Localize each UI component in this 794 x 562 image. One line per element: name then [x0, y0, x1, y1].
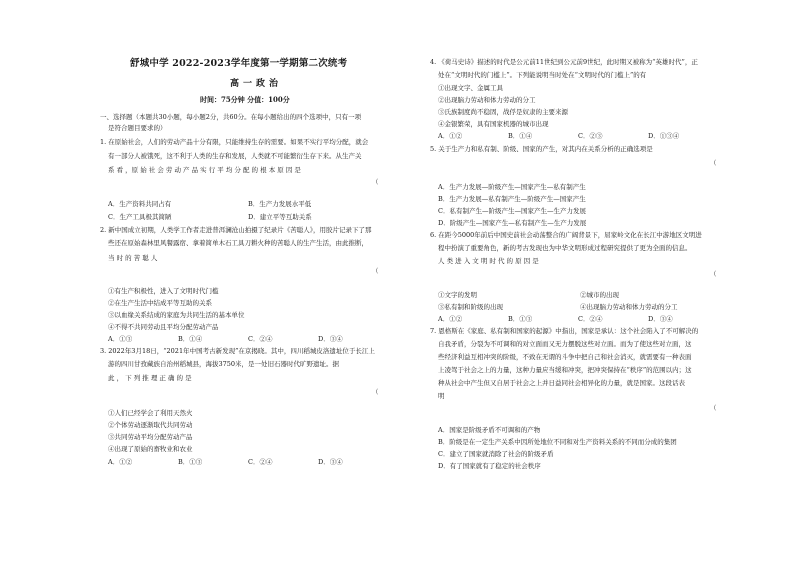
q2-line-1: 2. 新中国成立初期，人类学工作者走进普洱澜沧山拍摄了纪录片《苦聪人》，用胶片记录下了那 — [100, 226, 372, 234]
exam-time-score: 时间：75分钟 分值：100分 — [200, 95, 290, 104]
q6-statement-2: ②城市的出现 — [580, 291, 619, 299]
q5-option-c: C．私有制产生—阶级产生—国家产生—生产力发展 — [438, 207, 586, 215]
q6-choice-a: A．①② — [438, 315, 463, 323]
q3-answer-paren: （ — [372, 388, 379, 396]
q3-statement-4: ④出现了原始的畜牧业和农业 — [108, 445, 193, 453]
q4-statement-4: ④金银繁荣，具有国家机器的城市出现 — [438, 120, 549, 128]
q4-choice-c: C．②③ — [578, 132, 603, 140]
q1-answer-paren: （ — [372, 178, 379, 186]
q7-option-b: B．阶级是在一定生产关系中因所处地位不同和对生产资料关系的不同而分成的集团 — [438, 438, 677, 446]
q7-option-d: D．有了国家就有了稳定的社会秩序 — [438, 462, 541, 470]
q3-statement-3: ③共同劳动平均分配劳动产品 — [108, 433, 193, 441]
q7-option-a: A．国家是阶级矛盾不可调和的产物 — [438, 426, 541, 434]
q2-choice-b: B．①④ — [178, 335, 203, 343]
q7-line-6: 明 — [438, 392, 445, 400]
q7-answer-paren: （ — [710, 404, 717, 412]
q1-line-1: 1. 在原始社会，人们的劳动产品十分有限，只能维持生存的需要。如果不实行平均分配，就会 — [100, 138, 369, 146]
q7-line-5: 种从社会中产生但又自居于社会之上并日益同社会相异化的力量，就是国家。这段话表 — [438, 379, 685, 387]
q2-answer-paren: （ — [372, 267, 379, 275]
q2-statement-1: ①有生产积极性，进入了文明时代门槛 — [108, 287, 219, 295]
q2-statement-3: ③以血缘关系结成的家庭为共同生活的基本单位 — [108, 311, 245, 319]
q3-choice-a: A．①② — [108, 458, 133, 466]
q1-line-3: 系 看 ，原 始 社 会 劳 动 产 品 实 行 平 均 分 配 的 根 本 原 因 是 — [108, 166, 301, 174]
q1-option-b: B．生产力发展水平低 — [248, 200, 312, 208]
q4-statement-3: ③氏族制度尚不稳固，战俘是奴隶的主要来源 — [438, 108, 568, 116]
q6-choice-d: D．③④ — [648, 315, 673, 323]
q7-line-2: 自我矛盾，分裂为不可调和的对立面而又无力摆脱这些对立面。而为了使这些对立面，这 — [438, 340, 692, 348]
q6-statement-3: ③私有制和阶级的出现 — [438, 303, 503, 311]
q1-option-d: D．建立平等互助关系 — [248, 213, 312, 221]
q5-answer-paren: （ — [710, 159, 717, 167]
q3-line-2: 游的四川甘孜藏族自治州稻城县，海拔3750米，是一处旧石器时代旷野遗址。据 — [108, 360, 340, 368]
q3-line-1: 3. 2022年3月18日，“2021年中国考古新发现”在京揭晓。其中，四川稻城皮洛遗址位于长江上 — [100, 347, 375, 355]
q5-option-b: B．生产力发展—私有制产生—阶级产生—国家产生 — [438, 195, 586, 203]
q6-line-3: 人 类 进 入 文 明 时 代 的 原 因 是 — [438, 257, 539, 265]
q4-choice-d: D．①③④ — [648, 132, 680, 140]
q3-choice-d: D．③④ — [318, 458, 343, 466]
q3-statement-1: ①人们已经学会了利用天然火 — [108, 409, 193, 417]
q2-choice-a: A．①③ — [108, 335, 133, 343]
q6-statement-4: ④出现脑力劳动和体力劳动的分工 — [580, 303, 678, 311]
q1-line-2: 有一部分人被饿死，这不利于人类的生存和发展，人类就不可能繁衍生存下来。从生产关 — [108, 152, 362, 160]
q6-answer-paren: （ — [710, 270, 717, 278]
q6-choice-b: B．①③ — [508, 315, 533, 323]
q7-line-3: 些经济利益互相冲突的阶级，不致在无谓的斗争中把自己和社会消灭，就需要有一种表面 — [438, 353, 692, 361]
q7-option-c: C．建立了国家就消除了社会的阶级矛盾 — [438, 450, 554, 458]
q5-line-1: 5. 关于生产力和私有制、阶级、国家的产生，对其内在关系分析的正确选项是 — [430, 145, 653, 153]
q2-choice-d: D．③④ — [318, 335, 343, 343]
q3-line-3: 此 ， 下 列 推 理 正 确 的 是 — [108, 374, 192, 382]
q1-option-c: C．生产工具极其简陋 — [108, 213, 172, 221]
q2-statement-4: ④不得不共同劳动且平均分配劳动产品 — [108, 323, 219, 331]
q3-statement-2: ②个体劳动逐渐取代共同劳动 — [108, 421, 193, 429]
q7-line-4: 上凌驾于社会之上的力量，这种力量应当缓和冲突，把冲突保持在“秩序”的范围以内；这 — [438, 366, 692, 374]
q1-option-a: A．生产资料共同占有 — [108, 200, 172, 208]
exam-title: 舒城中学 2022-2023学年度第一学期第二次统考 — [130, 58, 348, 69]
q6-line-2: 程中扮演了重要角色，新的考古发现也为中华文明形成过程研究提供了更为全面的信息。 — [438, 244, 692, 252]
q7-line-1: 7. 恩格斯在《家庭、私有制和国家的起源》中指出，国家是承认：这个社会陷入了不可解决的 — [430, 327, 699, 335]
q6-choice-c: C．②④ — [578, 315, 603, 323]
q4-statement-2: ②出现脑力劳动和体力劳动的分工 — [438, 96, 536, 104]
q4-line-1: 4. 《荷马史诗》描述的时代是公元前11世纪到公元前9世纪，此时期又被称为“英雄时代”，正 — [430, 58, 698, 66]
q4-choice-b: B．①④ — [508, 132, 533, 140]
q5-option-a: A．生产力发展—阶级产生—国家产生—私有制产生 — [438, 183, 586, 191]
subject-heading: 高一政治 — [230, 79, 283, 89]
q3-choice-b: B．①③ — [178, 458, 203, 466]
q2-choice-c: C．②④ — [248, 335, 273, 343]
q2-line-2: 些还在原始森林里风餐露宿、拿着简单木石工具刀耕火种的苦聪人的生产生活，由此推断， — [108, 239, 368, 247]
q4-choice-a: A．①② — [438, 132, 463, 140]
q5-option-d: D．阶级产生—国家产生—私有制产生—生产力发展 — [438, 219, 587, 227]
q4-statement-1: ①出现文字、金属工具 — [438, 84, 503, 92]
q2-line-3: 当 时 的 苦 聪 人 — [108, 254, 158, 262]
section-heading-cont: 是符合题目要求的） — [108, 124, 167, 132]
q4-line-2: 处在“文明时代的门槛上”。下列能说明当时处在“文明时代的门槛上”的有 — [438, 71, 647, 79]
q3-choice-c: C．②④ — [248, 458, 273, 466]
q6-statement-1: ①文字的发明 — [438, 291, 477, 299]
q6-line-1: 6. 在距今5000年前后中国史前社会动荡整合的广阔背景下，屈家岭文化在长江中游地区文明进 — [430, 231, 702, 239]
q2-statement-2: ②在生产生活中结成平等互助的关系 — [108, 299, 212, 307]
section-heading: 一、选择题（本题共30小题，每小题2分，共60分。在每小题给出的四个选项中，只有一项 — [100, 113, 362, 121]
